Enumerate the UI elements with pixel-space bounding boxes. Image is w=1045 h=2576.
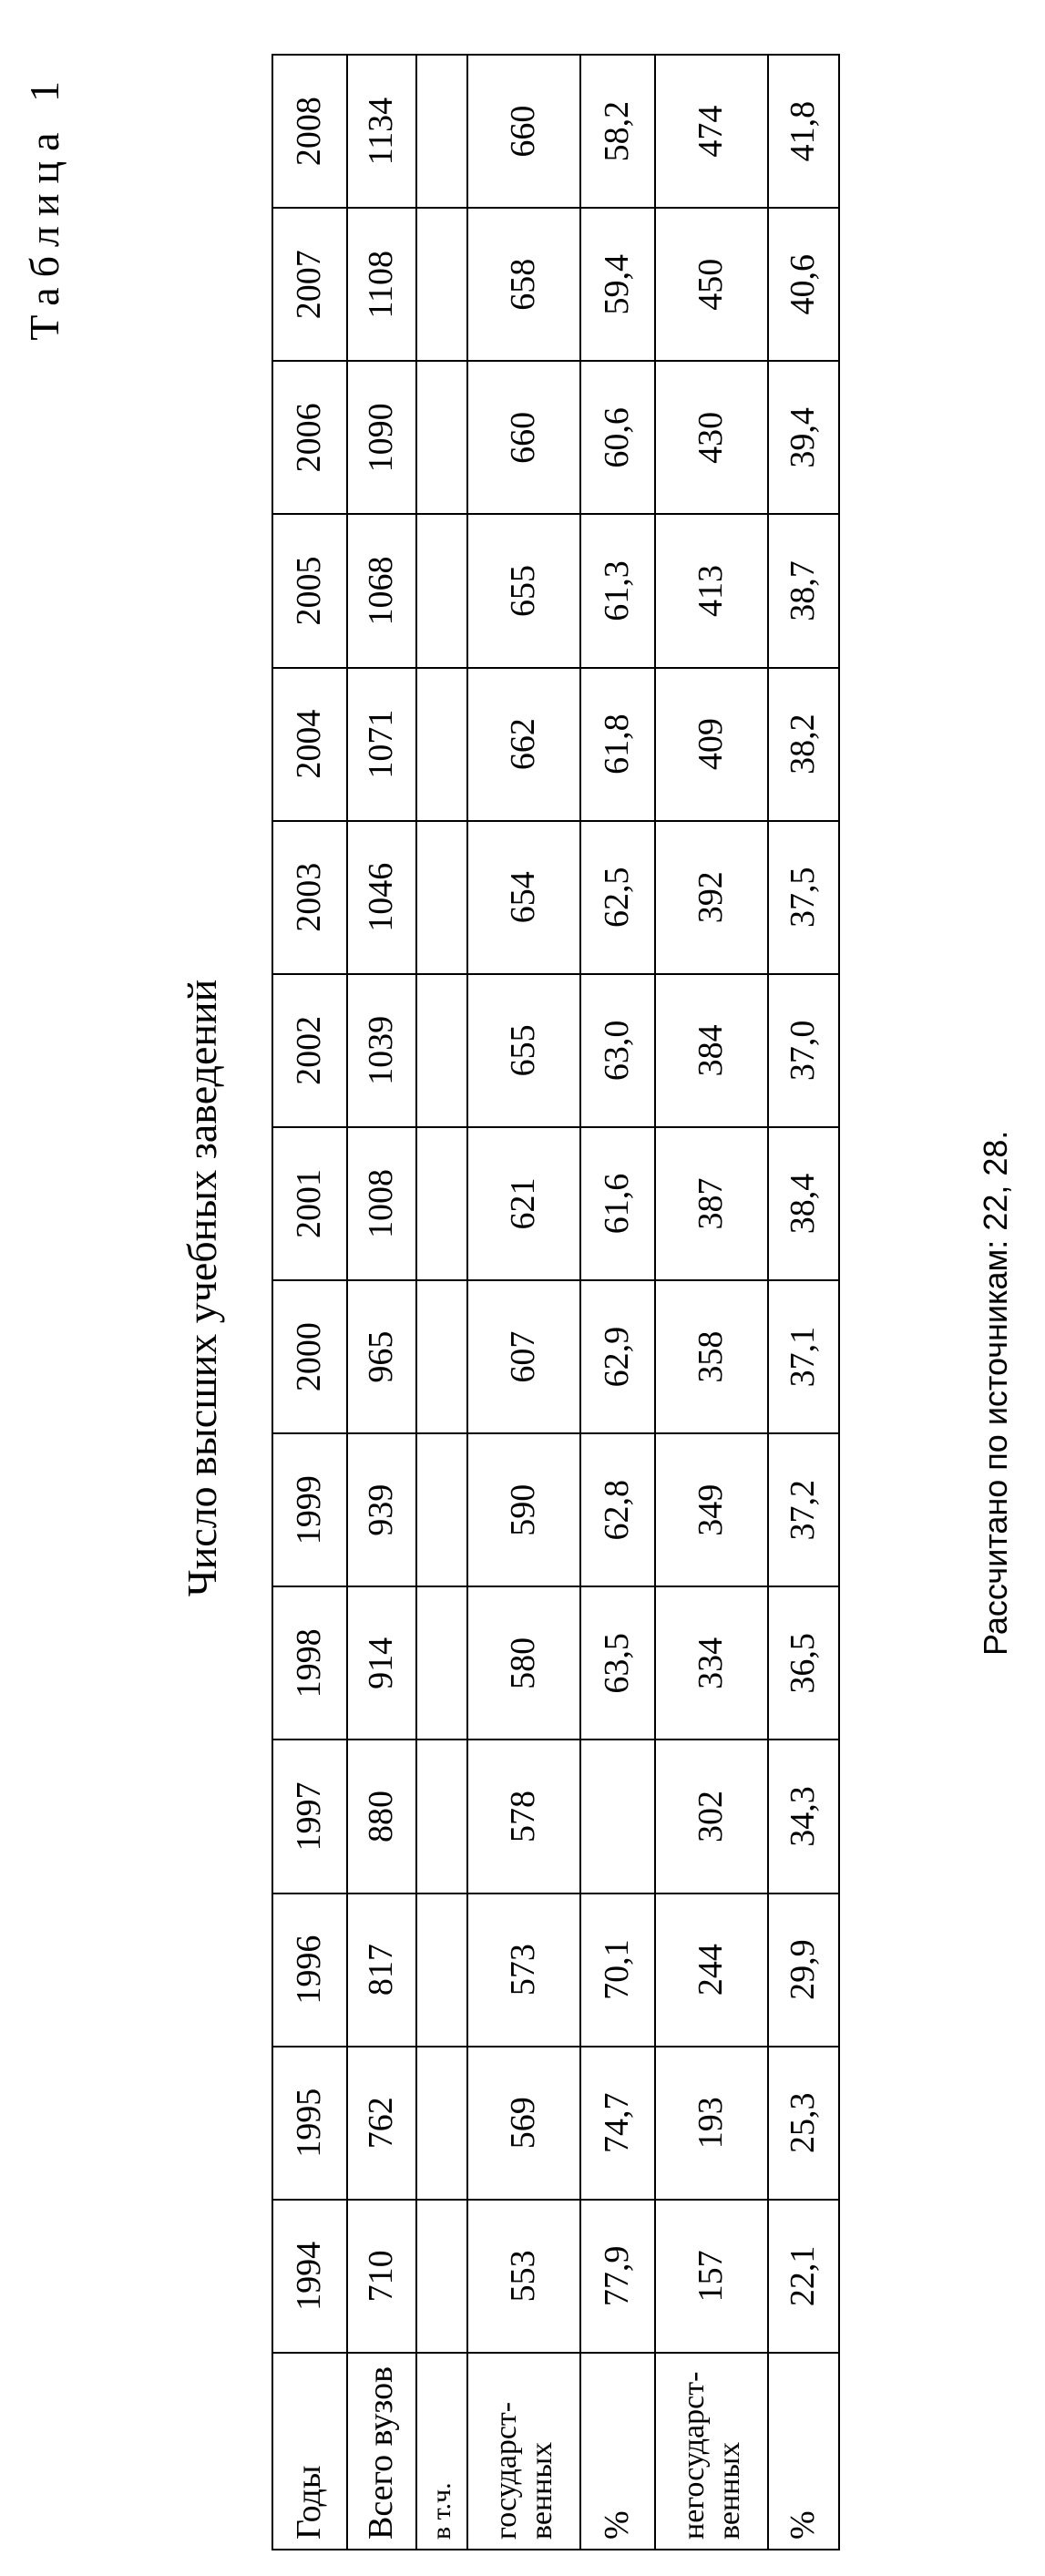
including-row — [416, 55, 467, 2550]
value-cell: 1090 — [347, 361, 416, 514]
year-cell: 1999 — [272, 1433, 347, 1586]
value-cell — [416, 55, 467, 208]
value-cell — [416, 1740, 467, 1893]
value-cell: 37,1 — [768, 1280, 839, 1433]
value-cell: 660 — [467, 361, 580, 514]
value-cell: 38,2 — [768, 668, 839, 821]
value-cell: 710 — [347, 2200, 416, 2353]
value-cell: 1046 — [347, 821, 416, 974]
value-cell: 62,8 — [580, 1433, 655, 1586]
value-cell: 655 — [467, 514, 580, 667]
value-cell: 37,2 — [768, 1433, 839, 1586]
value-cell: 654 — [467, 821, 580, 974]
state-percent-row — [580, 55, 655, 2550]
value-cell: 38,4 — [768, 1127, 839, 1280]
value-cell: 430 — [655, 361, 768, 514]
value-cell: 450 — [655, 208, 768, 361]
value-cell: 409 — [655, 668, 768, 821]
value-cell: 392 — [655, 821, 768, 974]
value-cell: 34,3 — [768, 1740, 839, 1893]
value-cell — [416, 208, 467, 361]
value-cell: 37,5 — [768, 821, 839, 974]
value-cell: 965 — [347, 1280, 416, 1433]
value-cell: 590 — [467, 1433, 580, 1586]
year-cell: 2003 — [272, 821, 347, 974]
value-cell: 553 — [467, 2200, 580, 2353]
table-body — [272, 55, 839, 2550]
value-cell: 349 — [655, 1433, 768, 1586]
year-cell: 2004 — [272, 668, 347, 821]
value-cell: 607 — [467, 1280, 580, 1433]
value-cell: 358 — [655, 1280, 768, 1433]
value-cell: 37,0 — [768, 974, 839, 1127]
value-cell: 384 — [655, 974, 768, 1127]
value-cell — [416, 1127, 467, 1280]
year-cell: 2005 — [272, 514, 347, 667]
row-label: Всего вузов — [347, 2353, 416, 2550]
value-cell — [416, 2047, 467, 2200]
table-title: Число высших учебных заведений — [179, 979, 225, 1597]
value-cell: 25,3 — [768, 2047, 839, 2200]
value-cell: 1039 — [347, 974, 416, 1127]
value-cell: 914 — [347, 1586, 416, 1740]
value-cell: 193 — [655, 2047, 768, 2200]
year-cell: 2002 — [272, 974, 347, 1127]
value-cell: 1008 — [347, 1127, 416, 1280]
value-cell: 387 — [655, 1127, 768, 1280]
value-cell: 413 — [655, 514, 768, 667]
row-label: % — [580, 2353, 655, 2550]
year-cell: 1994 — [272, 2200, 347, 2353]
nonstate-row — [655, 55, 768, 2550]
value-cell: 41,8 — [768, 55, 839, 208]
value-cell — [416, 1894, 467, 2047]
year-cell: 2007 — [272, 208, 347, 361]
value-cell: 578 — [467, 1740, 580, 1893]
value-cell: 70,1 — [580, 1894, 655, 2047]
value-cell: 1071 — [347, 668, 416, 821]
value-cell: 60,6 — [580, 361, 655, 514]
year-cell: 1995 — [272, 2047, 347, 2200]
value-cell: 762 — [347, 2047, 416, 2200]
year-cell: 2000 — [272, 1280, 347, 1433]
row-label: в т.ч. — [416, 2353, 467, 2550]
source-note: Рассчитано по источникам: 22, 28. — [977, 1130, 1014, 1656]
value-cell: 1068 — [347, 514, 416, 667]
value-cell: 655 — [467, 974, 580, 1127]
year-cell: 1997 — [272, 1740, 347, 1893]
data-table — [271, 54, 840, 2550]
year-cell: 2008 — [272, 55, 347, 208]
value-cell: 39,4 — [768, 361, 839, 514]
value-cell: 880 — [347, 1740, 416, 1893]
year-cell: 2006 — [272, 361, 347, 514]
value-cell: 40,6 — [768, 208, 839, 361]
value-cell — [580, 1740, 655, 1893]
value-cell: 62,5 — [580, 821, 655, 974]
row-label: негосударст-венных — [655, 2353, 768, 2550]
value-cell — [416, 361, 467, 514]
value-cell: 22,1 — [768, 2200, 839, 2353]
value-cell: 61,3 — [580, 514, 655, 667]
value-cell — [416, 514, 467, 667]
year-cell: 1998 — [272, 1586, 347, 1740]
value-cell: 244 — [655, 1894, 768, 2047]
value-cell: 1134 — [347, 55, 416, 208]
value-cell: 1108 — [347, 208, 416, 361]
value-cell: 74,7 — [580, 2047, 655, 2200]
value-cell: 63,0 — [580, 974, 655, 1127]
value-cell: 61,8 — [580, 668, 655, 821]
value-cell: 63,5 — [580, 1586, 655, 1740]
table-label: Таблица 1 — [21, 71, 67, 341]
value-cell: 939 — [347, 1433, 416, 1586]
nonstate-percent-row — [768, 55, 839, 2550]
value-cell: 36,5 — [768, 1586, 839, 1740]
year-cell: 1996 — [272, 1894, 347, 2047]
value-cell: 29,9 — [768, 1894, 839, 2047]
value-cell — [416, 1586, 467, 1740]
value-cell — [416, 2200, 467, 2353]
value-cell: 38,7 — [768, 514, 839, 667]
total-row — [347, 55, 416, 2550]
value-cell — [416, 668, 467, 821]
value-cell: 660 — [467, 55, 580, 208]
value-cell: 573 — [467, 1894, 580, 2047]
value-cell — [416, 1433, 467, 1586]
value-cell — [416, 821, 467, 974]
value-cell: 334 — [655, 1586, 768, 1740]
value-cell: 77,9 — [580, 2200, 655, 2353]
value-cell: 580 — [467, 1586, 580, 1740]
value-cell: 157 — [655, 2200, 768, 2353]
year-cell: 2001 — [272, 1127, 347, 1280]
row-label: % — [768, 2353, 839, 2550]
row-label: Годы — [272, 2353, 347, 2550]
row-label: государст-венных — [467, 2353, 580, 2550]
state-row — [467, 55, 580, 2550]
header-row — [272, 55, 347, 2550]
value-cell: 621 — [467, 1127, 580, 1280]
value-cell — [416, 1280, 467, 1433]
value-cell: 62,9 — [580, 1280, 655, 1433]
value-cell: 658 — [467, 208, 580, 361]
value-cell: 61,6 — [580, 1127, 655, 1280]
value-cell: 302 — [655, 1740, 768, 1893]
value-cell: 59,4 — [580, 208, 655, 361]
value-cell: 569 — [467, 2047, 580, 2200]
value-cell: 662 — [467, 668, 580, 821]
value-cell — [416, 974, 467, 1127]
value-cell: 58,2 — [580, 55, 655, 208]
value-cell: 817 — [347, 1894, 416, 2047]
value-cell: 474 — [655, 55, 768, 208]
